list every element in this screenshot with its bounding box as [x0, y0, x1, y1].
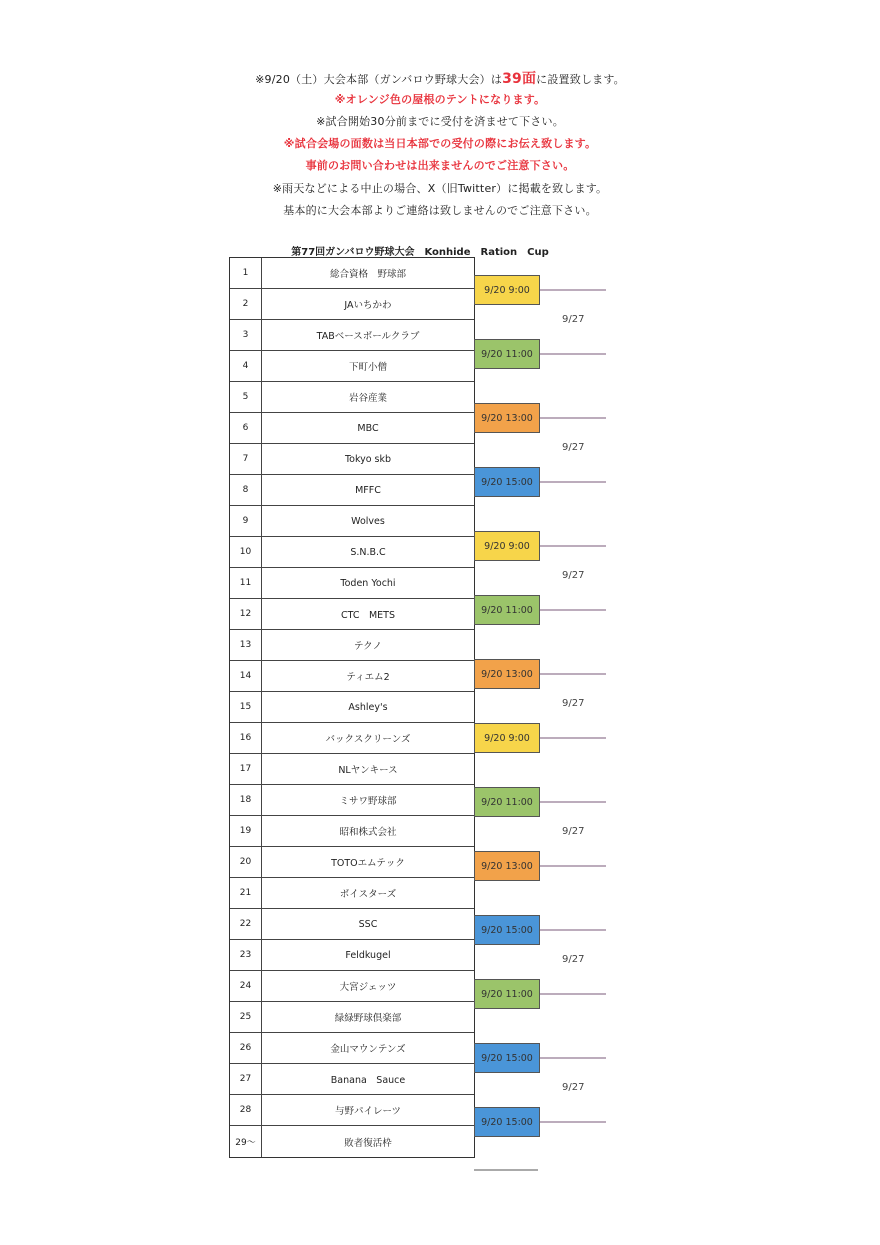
- next-round-date: 9/27: [562, 570, 585, 581]
- match-time-badge: 9/20 13:00: [474, 403, 540, 433]
- team-name: Ashley's: [348, 701, 388, 713]
- team-name: 与野パイレーツ: [334, 1106, 402, 1117]
- team-name: TABベースボールクラブ: [316, 331, 420, 342]
- team-name: TOTOエムテック: [331, 858, 405, 869]
- team-name: S.N.B.C: [350, 546, 386, 558]
- team-number: 9: [230, 506, 262, 536]
- team-number: 8: [230, 475, 262, 505]
- team-number: 6: [230, 413, 262, 443]
- team-number: 27: [230, 1064, 262, 1094]
- team-number: 29～: [230, 1126, 262, 1157]
- team-name: 緑緑野球倶楽部: [334, 1013, 402, 1024]
- match-time-badge: 9/20 13:00: [474, 659, 540, 689]
- team-number: 17: [230, 754, 262, 784]
- team-name: ティエム2: [346, 672, 390, 683]
- match-time-badge: 9/20 15:00: [474, 467, 540, 497]
- next-round-date: 9/27: [562, 698, 585, 709]
- notice-line-2: ※オレンジ色の屋根のテントになります。: [334, 93, 546, 106]
- team-name: 岩谷産業: [348, 393, 387, 404]
- team-name: 総合資格 野球部: [329, 269, 406, 280]
- team-number: 7: [230, 444, 262, 474]
- team-number: 24: [230, 971, 262, 1001]
- team-number: 21: [230, 878, 262, 908]
- team-number: 1: [230, 258, 262, 288]
- notice-line-1-pre: ※9/20（土）大会本部（ガンバロウ野球大会）は: [255, 73, 503, 86]
- court-count: 39面: [502, 71, 537, 87]
- team-number: 4: [230, 351, 262, 381]
- team-number: 14: [230, 661, 262, 691]
- team-name: CTC METS: [340, 610, 396, 621]
- team-number: 26: [230, 1033, 262, 1063]
- team-number: 28: [230, 1095, 262, 1125]
- team-name: テクノ: [354, 641, 382, 652]
- team-name: MFFC: [355, 484, 381, 496]
- next-round-date: 9/27: [562, 442, 585, 453]
- match-time-badge: 9/20 15:00: [474, 1107, 540, 1137]
- team-name: 金山マウンテンズ: [330, 1044, 406, 1055]
- team-number: 25: [230, 1002, 262, 1032]
- match-time-badge: 9/20 9:00: [474, 275, 540, 305]
- team-name: Feldkugel: [345, 949, 391, 961]
- team-number: 23: [230, 940, 262, 970]
- notice-line-5: 事前のお問い合わせは出来ませんのでご注意下さい。: [305, 159, 575, 172]
- notice-line-4: ※試合会場の面数は当日本部での受付の際にお伝え致します。: [283, 137, 597, 150]
- match-time-badge: 9/20 11:00: [474, 339, 540, 369]
- team-name: Tokyo skb: [344, 453, 392, 465]
- match-time-badge: 9/20 11:00: [474, 787, 540, 817]
- team-number: 5: [230, 382, 262, 412]
- team-name: Toden Yochi: [340, 577, 396, 589]
- team-number: 13: [230, 630, 262, 660]
- match-time-badge: 9/20 13:00: [474, 851, 540, 881]
- match-time-badge: 9/20 15:00: [474, 915, 540, 945]
- next-round-date: 9/27: [562, 1082, 585, 1093]
- team-name: Wolves: [351, 515, 385, 527]
- team-number: 16: [230, 723, 262, 753]
- team-name: NLヤンキース: [338, 765, 398, 776]
- team-name: 昭和株式会社: [339, 827, 397, 838]
- team-name: バックスクリーンズ: [325, 734, 411, 745]
- next-round-date: 9/27: [562, 314, 585, 325]
- team-number: 2: [230, 289, 262, 319]
- team-name: 敗者復活枠: [344, 1137, 392, 1149]
- team-number: 19: [230, 816, 262, 846]
- team-name: JAいちかわ: [344, 300, 392, 311]
- match-time-badge: 9/20 15:00: [474, 1043, 540, 1073]
- team-number: 22: [230, 909, 262, 939]
- notice-line-7: 基本的に大会本部よりご連絡は致しませんのでご注意下さい。: [283, 204, 597, 217]
- team-name: SSC: [358, 918, 378, 930]
- team-number: 11: [230, 568, 262, 598]
- match-time-badge: 9/20 11:00: [474, 595, 540, 625]
- notice-line-1-post: に設置致します。: [536, 73, 625, 86]
- team-name: ボイスターズ: [339, 889, 397, 900]
- tournament-title: 第77回ガンバロウ野球大会 Konhide Ration Cup: [291, 247, 549, 258]
- team-number: 12: [230, 599, 262, 629]
- team-number: 15: [230, 692, 262, 722]
- next-round-date: 9/27: [562, 826, 585, 837]
- team-number: 18: [230, 785, 262, 815]
- notice-line-3: ※試合開始30分前までに受付を済ませて下さい。: [316, 115, 564, 128]
- match-time-badge: 9/20 11:00: [474, 979, 540, 1009]
- team-number: 3: [230, 320, 262, 350]
- team-name: 下町小僧: [348, 362, 387, 373]
- team-name: ミサワ野球部: [339, 796, 397, 807]
- team-name: Banana Sauce: [330, 1075, 406, 1086]
- team-number: 20: [230, 847, 262, 877]
- notice-line-6: ※雨天などによる中止の場合、X（旧Twitter）に掲載を致します。: [272, 182, 608, 195]
- team-name: 大宮ジェッツ: [339, 982, 397, 993]
- team-name: MBC: [357, 422, 379, 434]
- match-time-badge: 9/20 9:00: [474, 531, 540, 561]
- team-number: 10: [230, 537, 262, 567]
- match-time-badge: 9/20 9:00: [474, 723, 540, 753]
- next-round-date: 9/27: [562, 954, 585, 965]
